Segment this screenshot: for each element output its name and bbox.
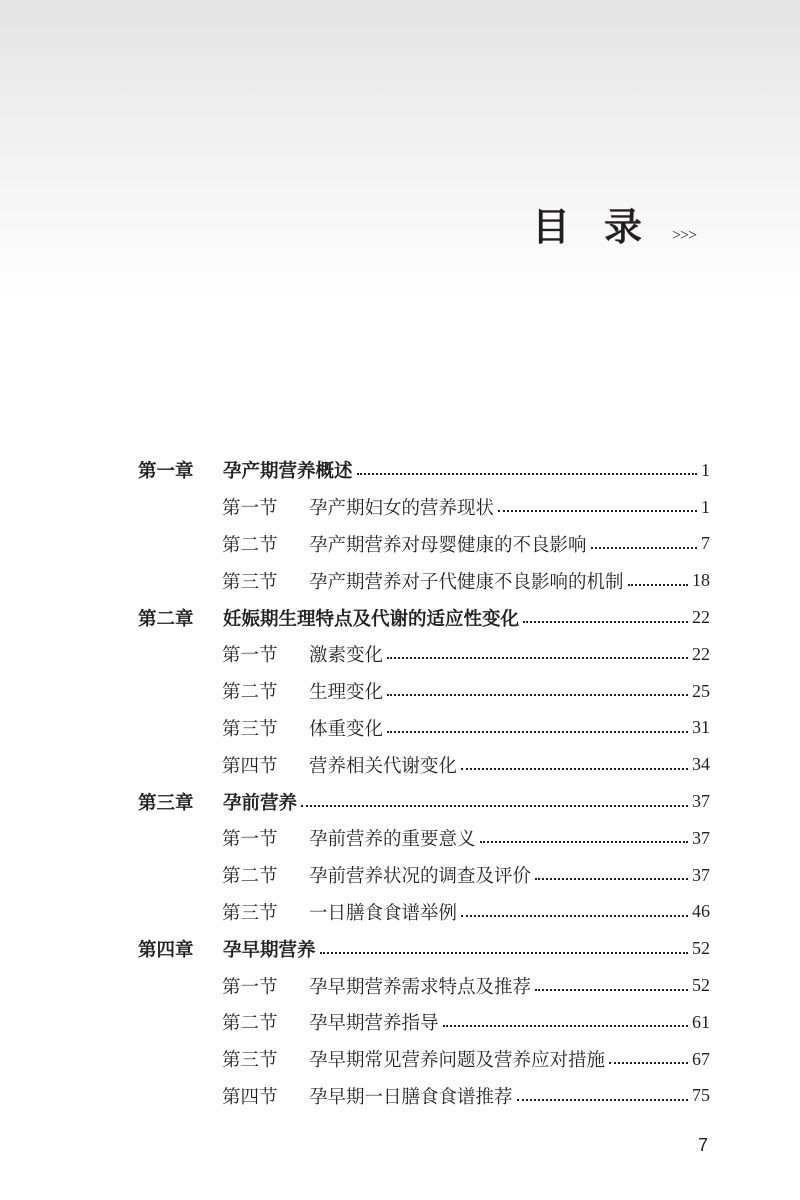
toc-entry-label: 第一章 <box>138 461 194 483</box>
toc-entry-title: 妊娠期生理特点及代谢的适应性变化 <box>223 608 520 630</box>
table-of-contents <box>138 452 710 1114</box>
toc-entry-label: 第二章 <box>138 608 194 630</box>
toc-section-row[interactable] <box>138 857 710 894</box>
toc-section-row[interactable] <box>138 489 710 526</box>
toc-entry-title: 孕产期营养对母婴健康的不良影响 <box>309 534 587 556</box>
toc-entry-page: 46 <box>692 901 710 922</box>
toc-entry-label: 第二节 <box>222 866 278 888</box>
toc-chapter-row[interactable] <box>138 599 710 636</box>
toc-leader-dots <box>387 731 688 733</box>
toc-section-row[interactable] <box>138 820 710 857</box>
toc-section-row[interactable] <box>138 1041 710 1078</box>
toc-entry-title: 孕早期常见营养问题及营养应对措施 <box>309 1050 606 1072</box>
toc-entry-page: 1 <box>701 496 710 517</box>
toc-entry-page: 37 <box>692 827 710 848</box>
toc-leader-dots <box>320 952 688 954</box>
toc-entry-label: 第二节 <box>222 534 278 556</box>
title-arrows: >>> <box>672 227 697 244</box>
title-char-1: 目 <box>532 204 571 249</box>
toc-entry-label: 第一节 <box>222 976 278 998</box>
toc-entry-label: 第二节 <box>222 1013 278 1035</box>
toc-entry-title: 孕产期营养对子代健康不良影响的机制 <box>309 571 624 593</box>
toc-entry-title: 孕前营养状况的调查及评价 <box>309 866 532 888</box>
toc-entry-page: 61 <box>692 1011 710 1032</box>
toc-entry-label: 第四节 <box>222 755 278 777</box>
toc-section-row[interactable] <box>138 710 710 747</box>
toc-entry-title: 体重变化 <box>309 718 384 740</box>
toc-entry-title: 孕产期营养概述 <box>223 461 353 483</box>
toc-entry-title: 生理变化 <box>309 682 384 704</box>
toc-entry-label: 第三节 <box>222 718 278 740</box>
toc-leader-dots <box>498 510 697 512</box>
toc-entry-page: 18 <box>692 570 710 591</box>
toc-entry-label: 第三章 <box>138 792 194 814</box>
toc-chapter-row[interactable] <box>138 783 710 820</box>
toc-leader-dots <box>387 657 688 659</box>
toc-section-row[interactable] <box>138 636 710 673</box>
toc-entry-page: 31 <box>692 717 710 738</box>
toc-section-row[interactable] <box>138 526 710 563</box>
toc-entry-page: 37 <box>692 791 710 812</box>
toc-chapter-row[interactable] <box>138 930 710 967</box>
toc-entry-page: 67 <box>692 1048 710 1069</box>
toc-section-row[interactable] <box>138 746 710 783</box>
toc-leader-dots <box>480 841 688 843</box>
toc-leader-dots <box>301 805 688 807</box>
toc-entry-title: 孕早期营养需求特点及推荐 <box>309 976 532 998</box>
toc-entry-label: 第一节 <box>222 645 278 667</box>
toc-leader-dots <box>517 1099 688 1101</box>
toc-entry-label: 第四章 <box>138 939 194 961</box>
toc-leader-dots <box>628 584 688 586</box>
toc-entry-page: 37 <box>692 864 710 885</box>
toc-entry-title: 孕产期妇女的营养现状 <box>309 498 495 520</box>
page-title <box>532 196 696 251</box>
toc-entry-page: 25 <box>692 680 710 701</box>
toc-leader-dots <box>591 547 697 549</box>
toc-leader-dots <box>461 915 688 917</box>
toc-section-row[interactable] <box>138 673 710 710</box>
toc-leader-dots <box>609 1062 688 1064</box>
toc-leader-dots <box>535 989 688 991</box>
toc-section-row[interactable] <box>138 562 710 599</box>
toc-entry-title: 一日膳食食谱举例 <box>309 902 458 924</box>
toc-leader-dots <box>461 768 688 770</box>
toc-leader-dots <box>387 694 688 696</box>
toc-entry-page: 52 <box>692 975 710 996</box>
toc-leader-dots <box>357 473 697 475</box>
toc-section-row[interactable] <box>138 894 710 931</box>
toc-entry-title: 激素变化 <box>309 645 384 667</box>
toc-entry-label: 第三节 <box>222 902 278 924</box>
toc-leader-dots <box>443 1025 688 1027</box>
toc-entry-label: 第一节 <box>222 498 278 520</box>
toc-entry-title: 孕前营养 <box>223 792 298 814</box>
toc-entry-label: 第二节 <box>222 682 278 704</box>
toc-section-row[interactable] <box>138 1078 710 1115</box>
toc-entry-page: 22 <box>692 607 710 628</box>
toc-entry-page: 1 <box>701 459 710 480</box>
toc-entry-page: 34 <box>692 754 710 775</box>
toc-section-row[interactable] <box>138 967 710 1004</box>
toc-entry-label: 第三节 <box>222 1050 278 1072</box>
toc-entry-label: 第四节 <box>222 1086 278 1108</box>
title-char-2: 录 <box>604 204 643 249</box>
toc-leader-dots <box>523 621 688 623</box>
toc-entry-title: 孕早期营养 <box>223 939 316 961</box>
toc-chapter-row[interactable] <box>138 452 710 489</box>
toc-entry-page: 52 <box>692 938 710 959</box>
toc-entry-title: 营养相关代谢变化 <box>309 755 458 777</box>
toc-entry-title: 孕早期营养指导 <box>309 1013 439 1035</box>
toc-entry-page: 7 <box>701 533 710 554</box>
toc-section-row[interactable] <box>138 1004 710 1041</box>
toc-entry-label: 第三节 <box>222 571 278 593</box>
toc-entry-page: 22 <box>692 643 710 664</box>
toc-entry-title: 孕早期一日膳食食谱推荐 <box>309 1086 513 1108</box>
toc-leader-dots <box>535 878 688 880</box>
toc-entry-page: 75 <box>692 1085 710 1106</box>
header-band <box>0 0 800 300</box>
page-number: 7 <box>697 1135 708 1155</box>
toc-entry-label: 第一节 <box>222 829 278 851</box>
toc-entry-title: 孕前营养的重要意义 <box>309 829 476 851</box>
